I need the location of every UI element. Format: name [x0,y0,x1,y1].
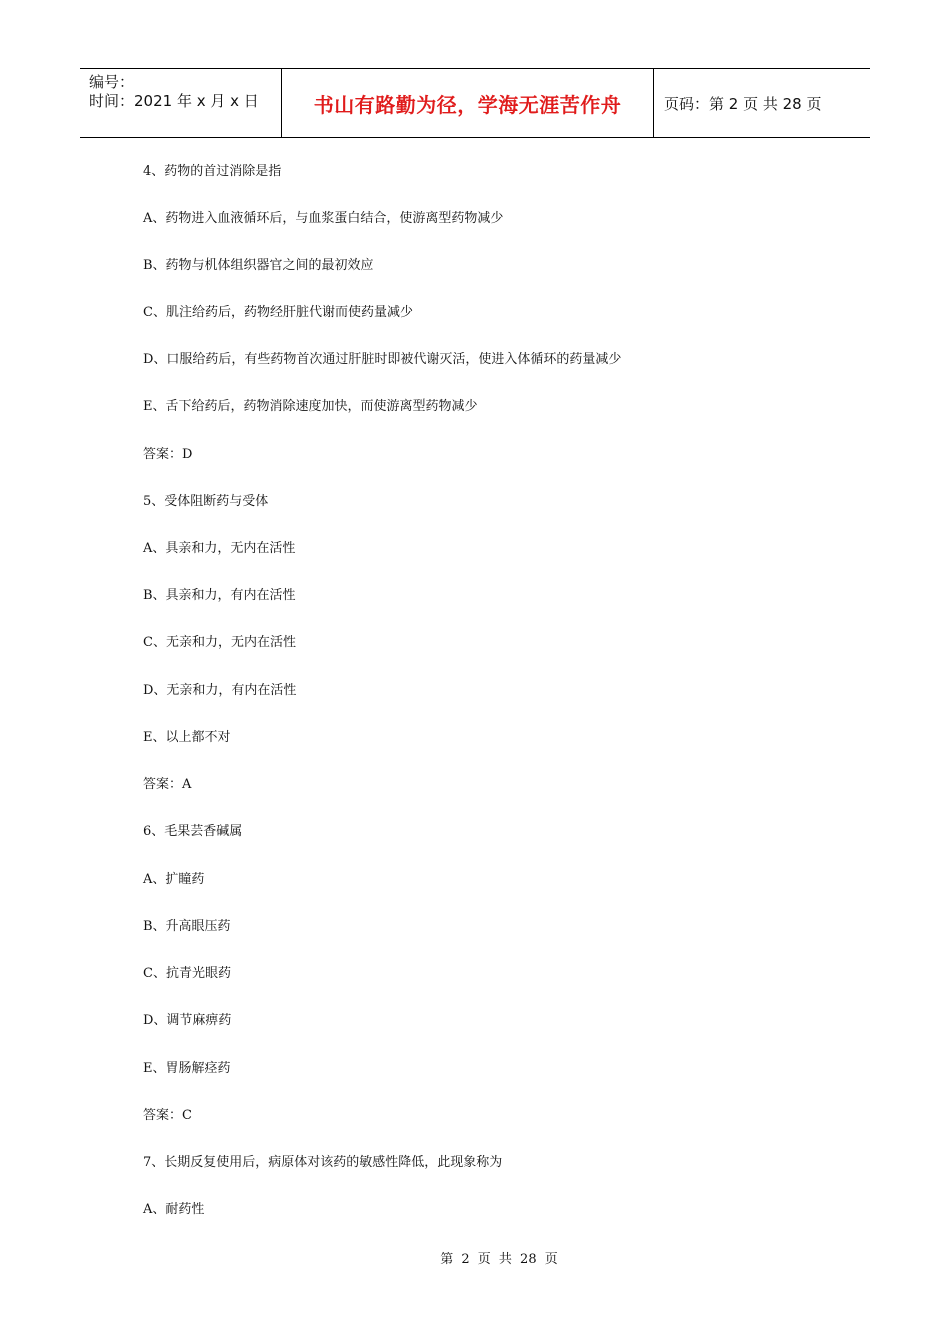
option-line: E、舌下给药后，药物消除速度加快，而使游离型药物减少 [143,399,478,414]
option-line: D、无亲和力，有内在活性 [143,683,297,698]
option-line: E、以上都不对 [143,730,231,745]
question-5: 5、受体阻断药与受体 [143,494,269,509]
option-line: D、口服给药后，有些药物首次通过肝脏时即被代谢灭活，使进入体循环的药量减少 [143,352,622,367]
header-motto: 书山有路勤为径，学海无涯苦作舟 [282,69,654,137]
option-line: A、耐药性 [143,1202,205,1217]
option-line: B、具亲和力，有内在活性 [143,588,296,603]
option-line: C、肌注给药后，药物经肝脏代谢而使药量减少 [143,305,413,320]
option-line: A、扩瞳药 [143,872,205,887]
header-meta [80,69,282,137]
page-footer: 第 2 页 共 28 页 [440,1252,558,1267]
question-4: 4、药物的首过消除是指 [143,164,282,179]
document-number-label: 编号： [89,73,135,91]
option-line: C、抗青光眼药 [143,966,231,981]
document-date: 时间：2021 年 x 月 x 日 [89,92,259,110]
option-line: B、药物与机体组织器官之间的最初效应 [143,258,374,273]
answer-line: 答案：A [143,777,192,792]
option-line: C、无亲和力，无内在活性 [143,635,296,650]
question-6: 6、毛果芸香碱属 [143,824,243,839]
header-page-info: 页码：第 2 页 共 28 页 [664,94,822,113]
question-7: 7、长期反复使用后，病原体对该药的敏感性降低，此现象称为 [143,1155,503,1170]
option-line: E、胃肠解痉药 [143,1061,231,1076]
page-header [80,68,870,138]
option-line: A、具亲和力，无内在活性 [143,541,296,556]
answer-line: 答案：D [143,447,193,462]
option-line: D、调节麻痹药 [143,1013,232,1028]
answer-line: 答案：C [143,1108,192,1123]
option-line: B、升高眼压药 [143,919,231,934]
option-line: A、药物进入血液循环后，与血浆蛋白结合，使游离型药物减少 [143,211,504,226]
